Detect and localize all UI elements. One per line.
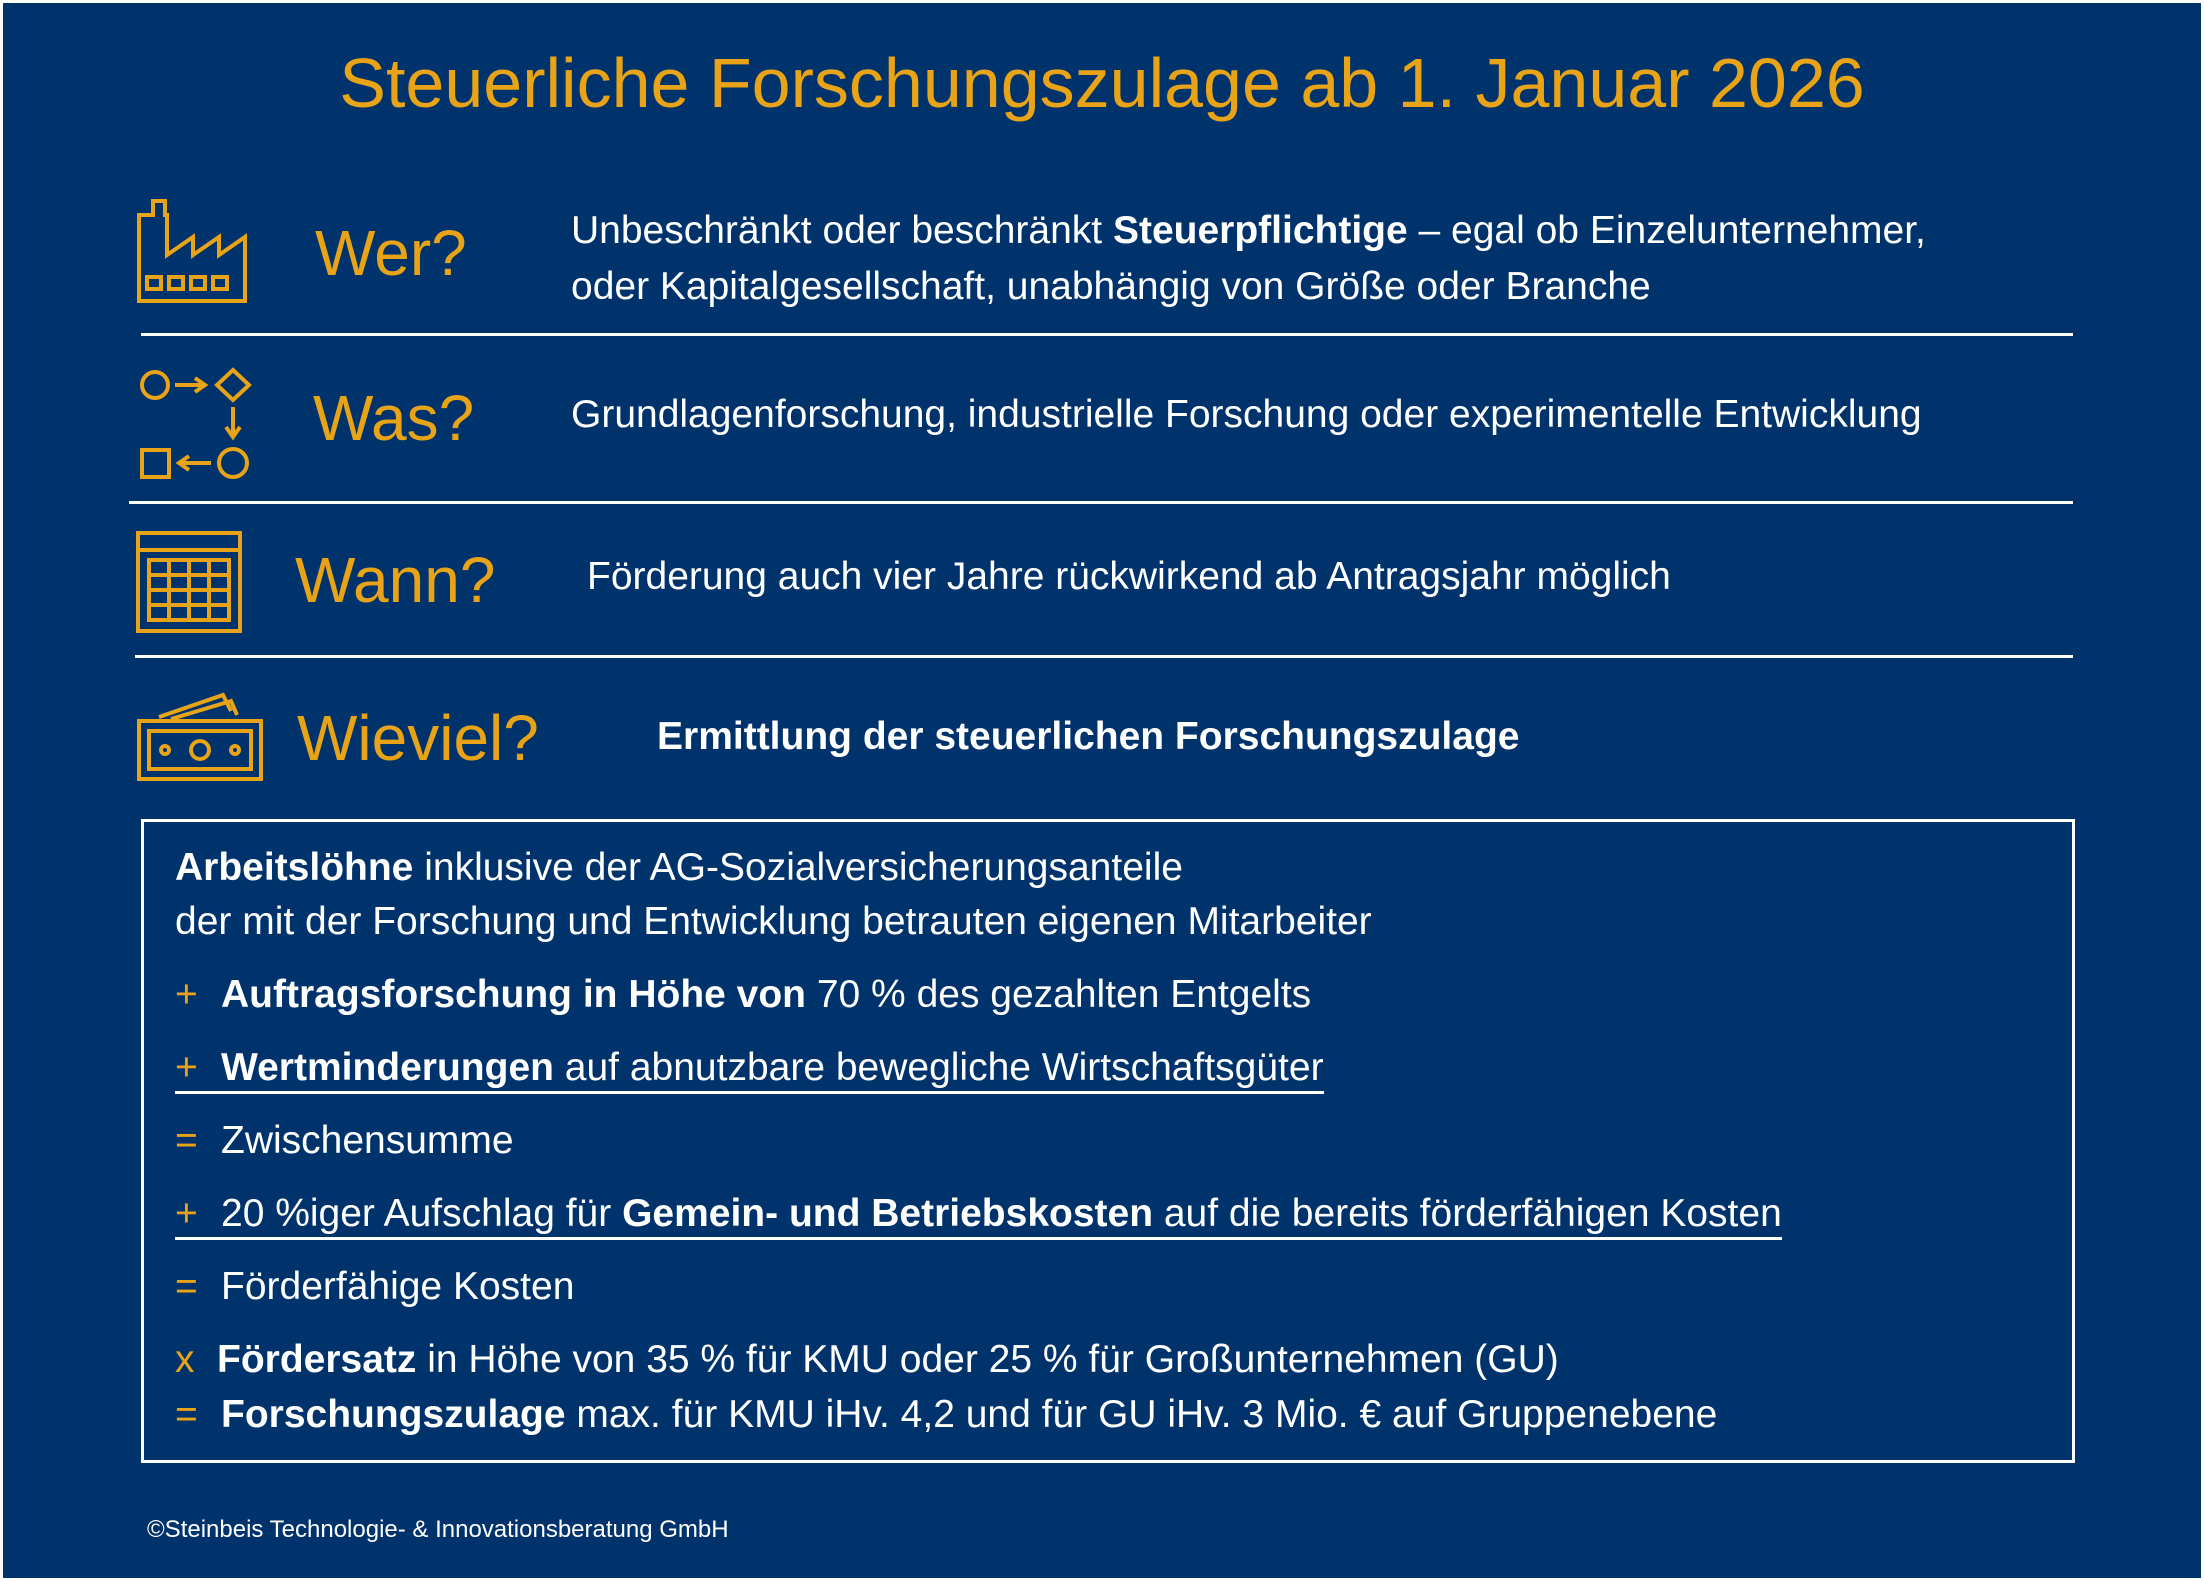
calc-step-depreciation: + Wertminderungen auf abnutzbare bewegliche Wirtschaftsgüter	[175, 1041, 1324, 1095]
divider	[129, 501, 2073, 504]
answer-how-much: Ermittlung der steuerlichen Forschungszulage	[657, 715, 1520, 758]
calc-line-wages: Arbeitslöhne inklusive der AG-Sozialversicherungsanteile	[175, 846, 1183, 889]
money-icon	[135, 689, 265, 785]
calc-step-subtotal: = Zwischensumme	[175, 1119, 514, 1162]
calc-step-funding-rate: x Fördersatz in Höhe von 35 % für KMU oder 25 % für Großunternehmen (GU)	[175, 1338, 1559, 1381]
calendar-icon	[135, 530, 243, 634]
copyright-footer: ©Steinbeis Technologie- & Innovationsberatung GmbH	[147, 1516, 729, 1543]
answer-what: Grundlagenforschung, industrielle Forschung oder experimentelle Entwicklung	[571, 393, 1922, 436]
question-how-much: Wieviel?	[297, 702, 539, 774]
divider	[141, 333, 2073, 336]
process-flow-icon	[137, 367, 255, 485]
question-when: Wann?	[295, 544, 496, 616]
question-who: Wer?	[315, 217, 467, 289]
calc-step-contract-research: + Auftragsforschung in Höhe von 70 % des gezahlten Entgelts	[175, 973, 1312, 1016]
calc-step-research-allowance: = Forschungszulage max. für KMU iHv. 4,2 und für GU iHv. 3 Mio. € auf Gruppenebene	[175, 1393, 1718, 1436]
calc-step-overhead: + 20 %iger Aufschlag für Gemein- und Betriebskosten auf die bereits förderfähigen Kosten	[175, 1187, 1782, 1241]
infographic-panel	[3, 3, 2201, 1578]
calc-step-eligible-costs: = Förderfähige Kosten	[175, 1265, 575, 1308]
question-what: Was?	[313, 382, 475, 454]
factory-icon	[133, 193, 249, 305]
divider	[135, 655, 2073, 658]
answer-who: Unbeschränkt oder beschränkt Steuerpflichtige – egal ob Einzelunternehmer, oder Kapitalgesellschaft, unabhängig von Größe oder Branche	[571, 209, 1926, 308]
answer-when: Förderung auch vier Jahre rückwirkend ab Antragsjahr möglich	[587, 555, 1671, 598]
page-title: Steuerliche Forschungszulage ab 1. Januar 2026	[339, 44, 1865, 122]
calc-line-wages-detail: der mit der Forschung und Entwicklung betrauten eigenen Mitarbeiter	[175, 900, 1372, 943]
